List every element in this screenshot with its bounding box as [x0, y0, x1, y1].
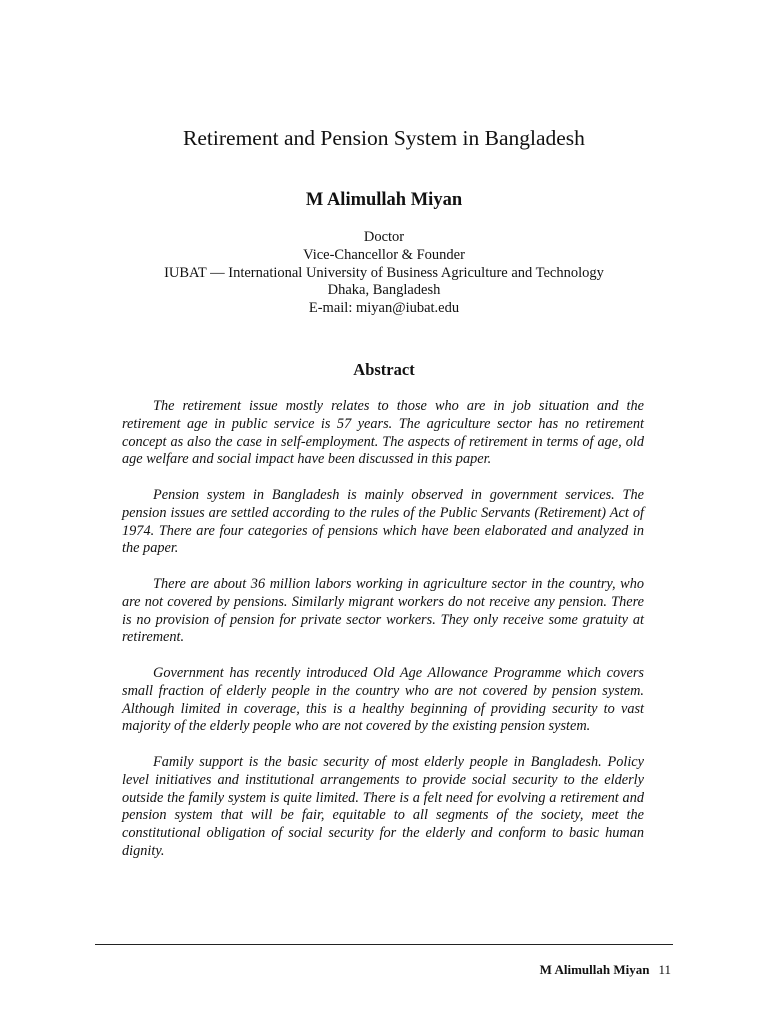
- abstract-heading: Abstract: [353, 360, 415, 379]
- affiliation-email[interactable]: E-mail: miyan@iubat.edu: [308, 300, 460, 317]
- affiliation-position: Vice-Chancellor & Founder: [303, 246, 465, 263]
- paper-title: Retirement and Pension System in Bangladesh: [183, 126, 585, 150]
- abstract-paragraph: Government has recently introduced Old Age Allowance Programme which covers small fraction of elderly people in the country who are not covered by pension system. Although limited in coverage, this is a healthy beginning of providing security to vast majority of the elderly people who are not covered by the existing pension system.: [122, 664, 644, 735]
- affiliation-location: Dhaka, Bangladesh: [327, 282, 441, 299]
- affiliation-title: Doctor: [363, 229, 405, 245]
- page-number: 11: [658, 962, 671, 977]
- abstract-paragraph: The retirement issue mostly relates to those who are in job situation and the retirement age in public service is 57 years. The agriculture sector has no retirement concept as also the case in self-employment. The aspects of retirement in terms of age, old age welfare and social impact have been discussed in this paper.: [122, 398, 644, 468]
- abstract-paragraph: Pension system in Bangladesh is mainly observed in government services. The pension issues are settled according to the rules of the Public Servants (Retirement) Act of 1974. There are four categories of pensions which have been elaborated and analyzed in the paper.: [122, 486, 644, 557]
- abstract-body: [122, 398, 644, 879]
- running-head: M Alimullah Miyan: [539, 962, 650, 977]
- affiliation-institution: IUBAT — International University of Business Agriculture and Technology: [164, 264, 604, 281]
- abstract-paragraph: There are about 36 million labors working in agriculture sector in the country, who are not covered by pensions. Similarly migrant workers do not receive any pension. There is no provision of pension for private sector workers. They only receive some gratuity at retirement.: [122, 575, 644, 646]
- footer-divider: [95, 944, 673, 945]
- author-affiliation: [0, 229, 768, 318]
- abstract-paragraph: Family support is the basic security of most elderly people in Bangladesh. Policy level initiatives and institutional arrangements to provide social security to the elderly outside the family system is quite limited. There is a felt need for evolving a retirement and pension system that will be fair, equitable to all segments of the society, meet the constitutional obligation of social security for the elderly and conform to basic human dignity.: [122, 753, 644, 859]
- author-name: M Alimullah Miyan: [305, 190, 463, 210]
- page-footer: [540, 962, 671, 978]
